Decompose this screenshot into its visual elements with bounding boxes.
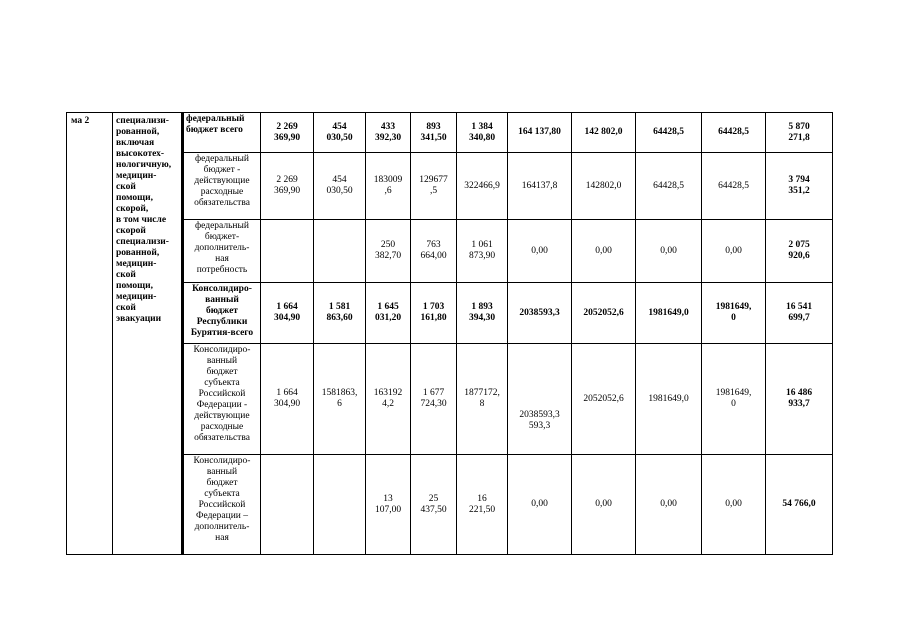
value-cell: 1 893 394,30: [457, 283, 508, 344]
table-row: [67, 113, 833, 153]
value-cell: 1 664 304,90: [261, 283, 314, 344]
value-cell: 2052052,6: [572, 344, 636, 455]
value-cell: 0,00: [572, 220, 636, 283]
value-cell: 1877172, 8: [457, 344, 508, 455]
total-cell: 3 794 351,2: [766, 153, 833, 220]
value-cell: 64428,5: [702, 153, 766, 220]
value-cell: 454 030,50: [314, 113, 366, 153]
total-cell: 2 075 920,6: [766, 220, 833, 283]
value-cell: 183009 ,6: [366, 153, 411, 220]
value-cell: 250 382,70: [366, 220, 411, 283]
value-cell: 13 107,00: [366, 455, 411, 555]
value-cell: 142 802,0: [572, 113, 636, 153]
budget-table: [66, 112, 833, 555]
value-cell: 1981649,0: [636, 283, 702, 344]
value-cell: 2052052,6: [572, 283, 636, 344]
value-cell: 763 664,00: [411, 220, 457, 283]
value-cell: 1 384 340,80: [457, 113, 508, 153]
source-cell: федеральный бюджет всего: [183, 113, 261, 153]
value-cell: 164 137,80: [508, 113, 572, 153]
value-cell: 1 664 304,90: [261, 344, 314, 455]
value-cell: 142802,0: [572, 153, 636, 220]
value-cell: 1 677 724,30: [411, 344, 457, 455]
source-cell: федеральный бюджет - действующие расходные обязательства: [183, 153, 261, 220]
value-cell: 1 061 873,90: [457, 220, 508, 283]
source-cell: Консолидиро- ванный бюджет субъекта Российской Федерации – дополнитель- ная: [183, 455, 261, 555]
section-cell: ма 2: [67, 113, 113, 555]
value-cell: [261, 455, 314, 555]
value-cell: 1 703 161,80: [411, 283, 457, 344]
value-cell: 1 581 863,60: [314, 283, 366, 344]
value-cell: 2038593,3: [508, 283, 572, 344]
value-cell: 1 645 031,20: [366, 283, 411, 344]
value-cell: 0,00: [702, 455, 766, 555]
value-cell: 1581863, 6: [314, 344, 366, 455]
value-cell: 322466,9: [457, 153, 508, 220]
value-cell: 2 269 369,90: [261, 153, 314, 220]
source-cell: Консолидиро- ванный бюджет Республики Бурятия-всего: [183, 283, 261, 344]
value-cell: 163192 4,2: [366, 344, 411, 455]
value-cell: [314, 220, 366, 283]
total-cell: 54 766,0: [766, 455, 833, 555]
total-cell: 16 541 699,7: [766, 283, 833, 344]
value-cell: 2038593,3 593,3: [508, 344, 572, 455]
value-cell: 164137,8: [508, 153, 572, 220]
source-cell: Консолидиро- ванный бюджет субъекта Российской Федерации - действующие расходные обязательства: [183, 344, 261, 455]
value-cell: 893 341,50: [411, 113, 457, 153]
total-cell: 5 870 271,8: [766, 113, 833, 153]
value-cell: 1981649,0: [636, 344, 702, 455]
source-cell: федеральный бюджет- дополнитель- ная потребность: [183, 220, 261, 283]
value-cell: 2 269 369,90: [261, 113, 314, 153]
value-cell: 0,00: [508, 220, 572, 283]
value-cell: [261, 220, 314, 283]
value-cell: 0,00: [636, 455, 702, 555]
value-cell: 0,00: [636, 220, 702, 283]
value-cell: 0,00: [702, 220, 766, 283]
total-cell: 16 486 933,7: [766, 344, 833, 455]
value-cell: 129677 ,5: [411, 153, 457, 220]
value-cell: 16 221,50: [457, 455, 508, 555]
value-cell: 1981649, 0: [702, 283, 766, 344]
value-cell: 454 030,50: [314, 153, 366, 220]
value-cell: 0,00: [572, 455, 636, 555]
value-cell: 64428,5: [636, 153, 702, 220]
value-cell: 1981649, 0: [702, 344, 766, 455]
value-cell: 0,00: [508, 455, 572, 555]
value-cell: 25 437,50: [411, 455, 457, 555]
measure-name-cell: специализи- рованной, включая высокотех- нологичную, медицин- ской помощи, скорой, в том числе скорой специализи- рованной, медицин- ской помощи, медицин- ской эвакуации: [113, 113, 183, 555]
value-cell: 64428,5: [702, 113, 766, 153]
value-cell: 433 392,30: [366, 113, 411, 153]
value-cell: [314, 455, 366, 555]
value-cell: 64428,5: [636, 113, 702, 153]
